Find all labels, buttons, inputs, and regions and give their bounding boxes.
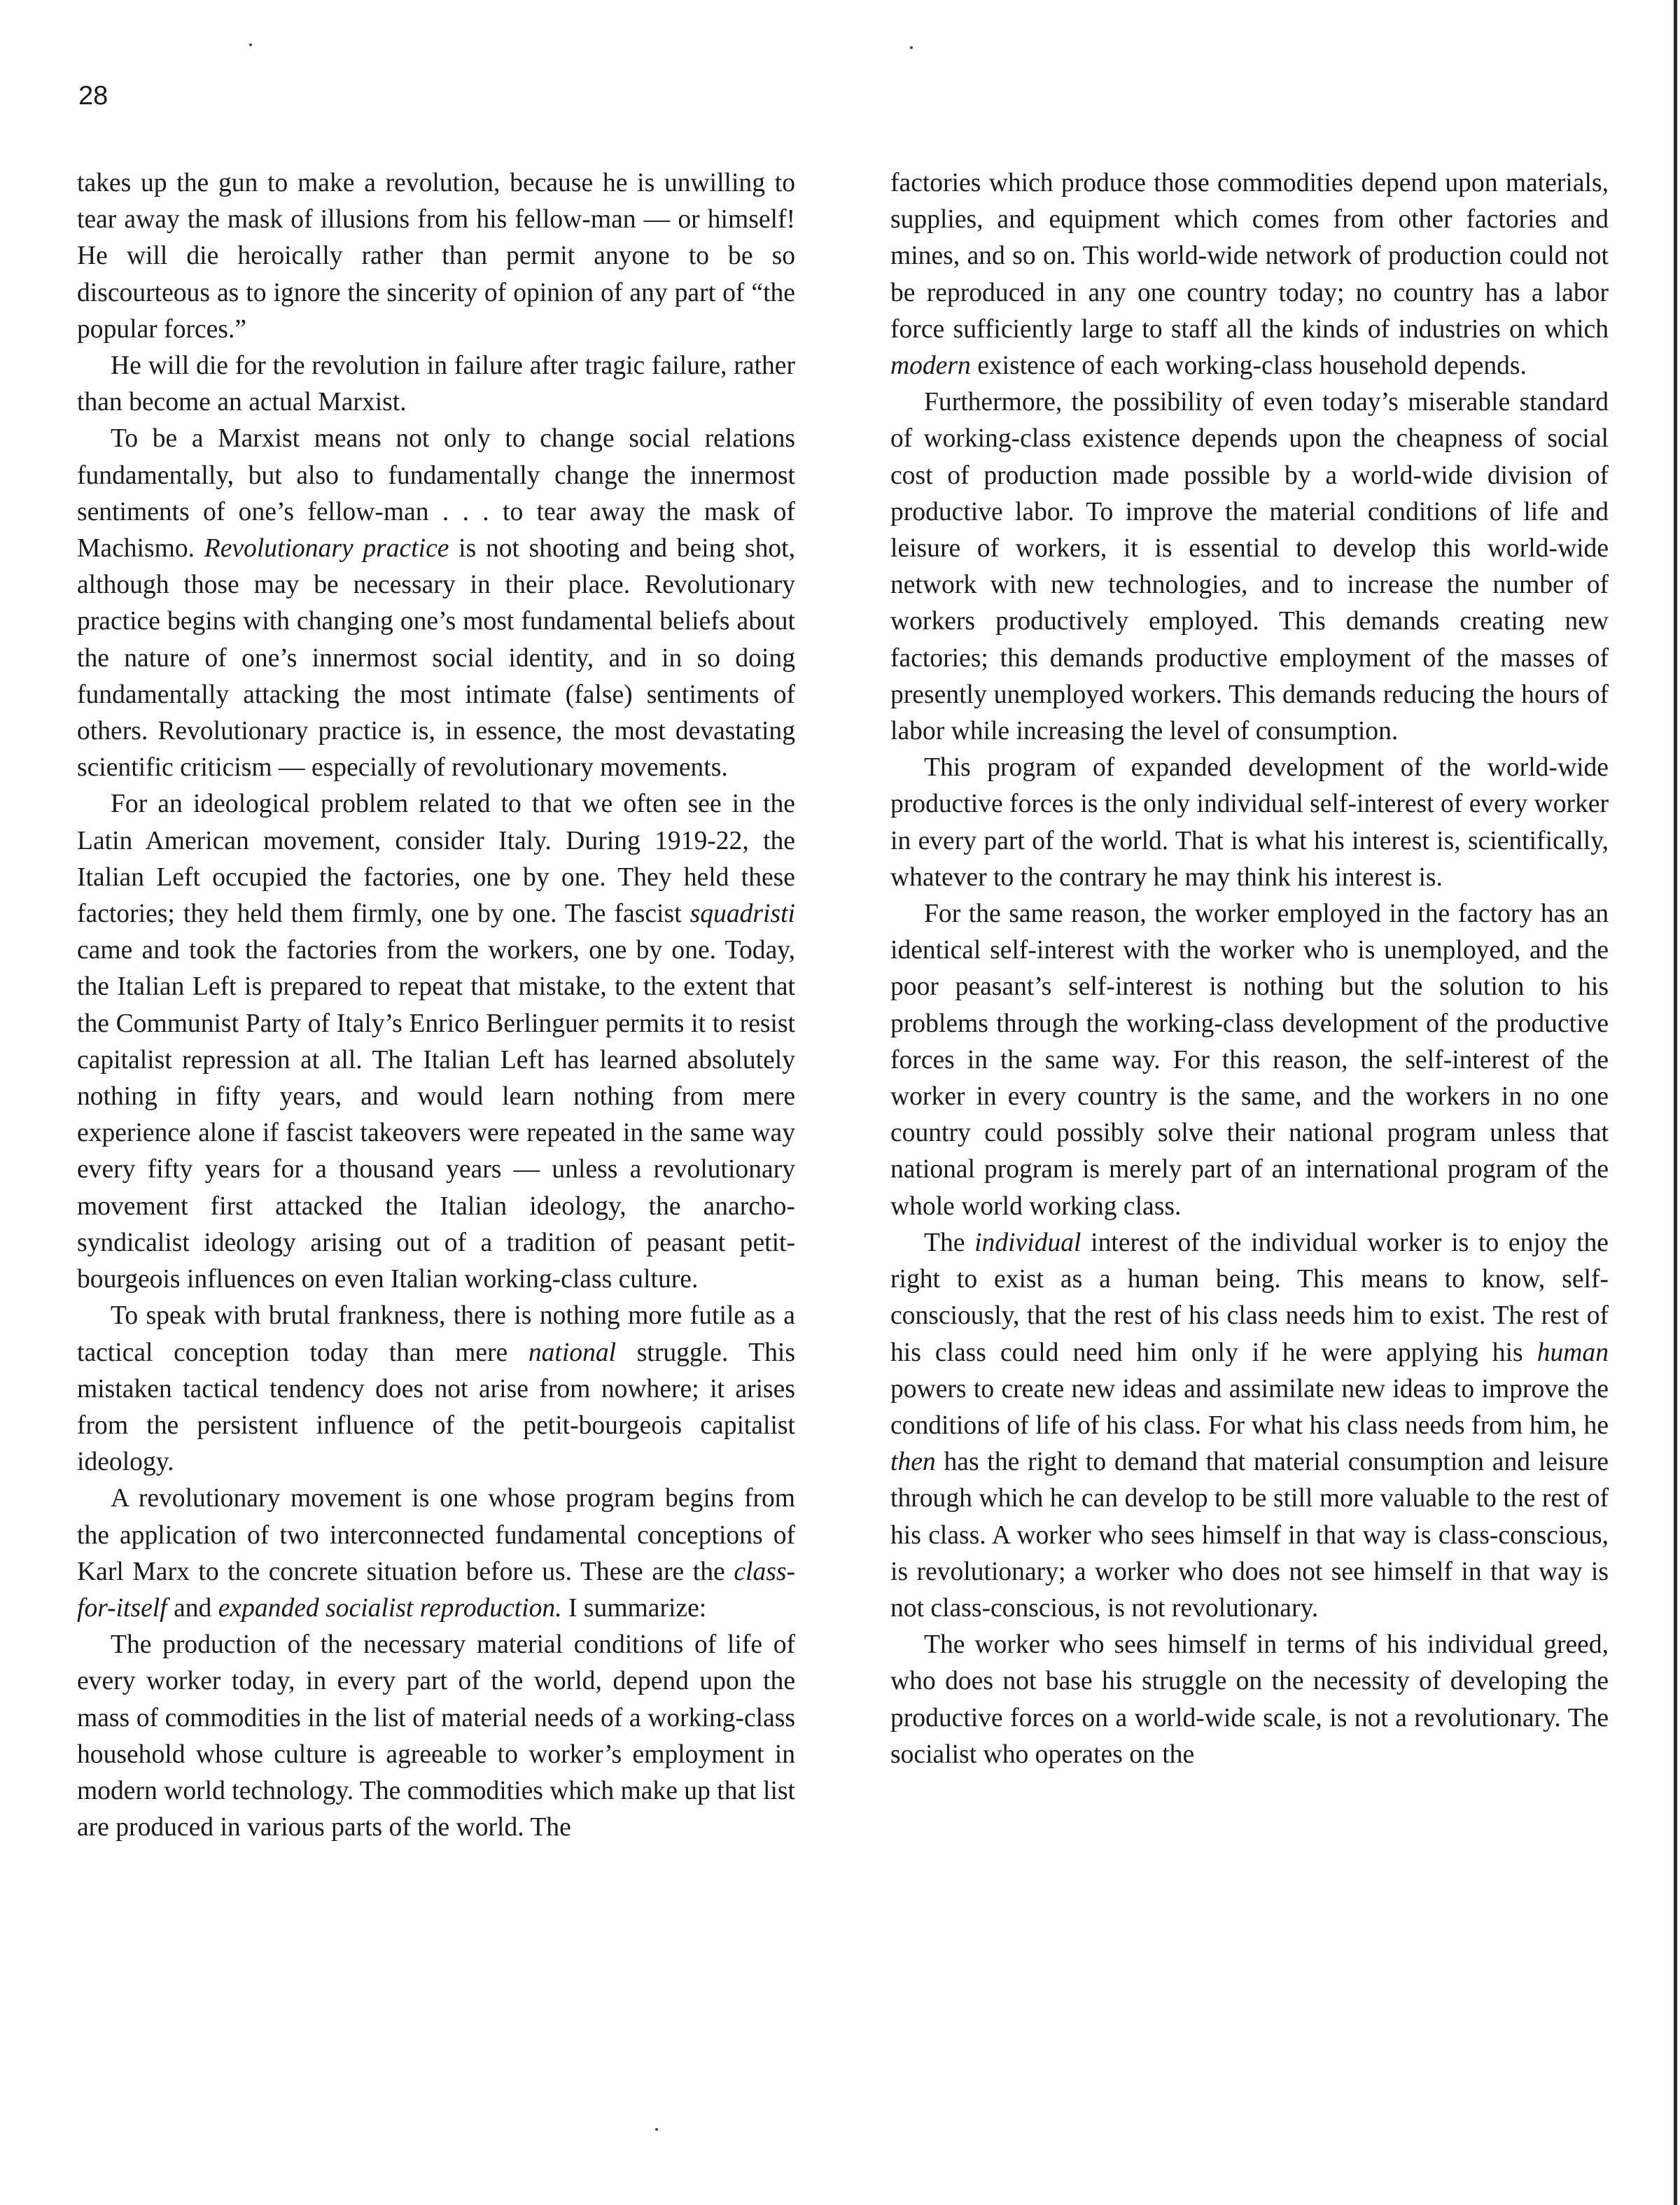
text-run: Furthermore, the possibility of even today’s miserable standard of working-class existence depends upon the cheapness of social cost of production made possible by a world-wide division of productive labor. To improve the material conditions of life and leisure of workers, it is essential to develop this world-wide network with new technologies, and to increase the number of workers productively employed. This demands creating new factories; this demands productive employment of the masses of presently unemployed workers. This demands reducing the hours of labor while increasing the level of consumption. [890, 388, 1609, 746]
text-run: This program of expanded development of the world-wide productive forces is the only individual self-interest of every worker in every part of the world. That is what his interest is, scientifically, whatever to the contrary he may think his interest is. [890, 753, 1609, 892]
paragraph [77, 1298, 795, 1480]
italic-text: individual [974, 1228, 1082, 1257]
text-run: existence of each working-class household depends. [970, 351, 1527, 381]
text-run: The production of the necessary material conditions of life of every worker today, in every part of the world, depend upon the mass of commodities in the list of material needs of a working-class household whose culture is agreeable to worker’s employment in modern world technology. The commodities which make up that list are produced in various parts of the world. The [77, 1630, 795, 1842]
text-run: For the same reason, the worker employed in the factory has an identical self-interest with the worker who is unemployed, and the poor peasant’s self-interest is nothing but the solution to his problems through the working-class development of the productive forces in the same way. For this reason, the self-interest of the worker in every country is the same, and the workers in no one country could possibly solve their national program unless that national program is merely part of an international program of the whole world working class. [890, 899, 1609, 1221]
text-run: struggle. This mistaken tactical tendency does not arise from nowhere; it arises from the persistent influence of the petit-bourgeois capitalist ideology. [77, 1338, 795, 1477]
paragraph [77, 1627, 795, 1846]
text-run: The worker who sees himself in terms of his individual greed, who does not base his struggle on the necessity of developing the productive forces on a world-wide scale, is not a revolutionary. The socialist who operates on the [890, 1630, 1609, 1769]
paragraph [77, 165, 795, 348]
scan-speck [655, 2128, 658, 2131]
text-run: A revolutionary movement is one whose program begins from the application of two interconnected fundamental conceptions of Karl Marx to the concrete situation before us. These are the [77, 1484, 795, 1586]
italic-text: squadristi [690, 899, 795, 929]
text-run: came and took the factories from the workers, one by one. Today, the Italian Left is prepared to repeat that mistake, to the extent that the Communist Party of Italy’s Enrico Berlinguer permits it to resist capitalist repression at all. The Italian Left has learned absolutely nothing in fifty years, and would learn nothing from mere experience alone if fascist takeovers were repeated in the same way every fifty years for a thousand years — unless a revolutionary movement first attacked the Italian ideology, the anarcho-syndicalist ideology arising out of a tradition of peasant petit-bourgeois influences on even Italian working-class culture. [77, 936, 795, 1294]
text-run: is not shooting and being shot, although those may be necessary in their place. Revolutionary practice begins with changing one’s most fundamental beliefs about the nature of one’s innermost social identity, and in so doing fundamentally attacking the most intimate (false) sentiments of others. Revolutionary practice is, in essence, the most devastating scientific criticism — especially of revolutionary movements. [77, 534, 796, 783]
paragraph [77, 1480, 795, 1627]
paragraph [890, 896, 1609, 1225]
text-run: To be a Marxist means not only to change social relations fundamentally, but also to fundamentally change the innermost sentiments of one’s fellow-man . . . to tear away the mask of Machismo. [77, 424, 795, 564]
right-column [890, 165, 1609, 1773]
italic-text: class-for-itself [77, 1557, 795, 1623]
paragraph [890, 1627, 1609, 1773]
scan-speck [910, 46, 913, 49]
paragraph [77, 786, 795, 1298]
paragraph [77, 421, 795, 786]
page-edge-shadow [1674, 0, 1677, 2205]
text-run: powers to create new ideas and assimilate new ideas to improve the conditions of life of his class. For what his class needs from him, he [890, 1374, 1609, 1440]
text-run: For an ideological problem related to that we often see in the Latin American movement, consider Italy. During 1919-22, the Italian Left occupied the factories, one by one. They held these factories; they held them firmly, one by one. The fascist [77, 790, 795, 929]
text-run: interest of the individual worker is to enjoy the right to exist as a human being. This means to know, self-consciously, that the rest of his class needs him to exist. The rest of his class could need him only if he were applying his [890, 1228, 1609, 1367]
italic-text: national [528, 1338, 617, 1367]
text-run: I summarize: [561, 1593, 707, 1623]
page-number: 28 [78, 81, 108, 111]
text-run: takes up the gun to make a revolution, because he is unwilling to tear away the mask of illusions from his fellow-man — or himself! He will die heroically rather than permit anyone to be so discourteous as to ignore the sincerity of opinion of any part of “the popular forces.” [77, 169, 795, 344]
text-run: has the right to demand that material consumption and leisure through which he can develop to be still more valuable to the rest of his class. A worker who sees himself in that way is class-conscious, is revolutionary; a worker who does not see himself in that way is not class-conscious, is not revolutionary. [890, 1448, 1609, 1623]
text-run: He will die for the revolution in failure after tragic failure, rather than become an actual Marxist. [77, 351, 795, 417]
paragraph [890, 1225, 1609, 1627]
scan-speck [249, 43, 252, 46]
paragraph [77, 348, 795, 421]
italic-text: human [1536, 1338, 1609, 1367]
text-run: and [167, 1593, 218, 1623]
paragraph [890, 165, 1609, 384]
text-run: factories which produce those commodities depend upon materials, supplies, and equipment which comes from other factories and mines, and so on. This world-wide network of production could not be reproduced in any one country today; no country has a labor force sufficiently large to staff all the kinds of industries on which [890, 169, 1609, 344]
left-column [77, 165, 795, 1846]
italic-text: expanded socialist reproduction. [218, 1593, 562, 1623]
paragraph [890, 750, 1609, 896]
italic-text: Revolutionary practice [204, 534, 449, 564]
italic-text: modern [890, 351, 971, 381]
text-run: To speak with brutal frankness, there is nothing more futile as a tactical conception today than mere [77, 1301, 795, 1367]
italic-text: then [890, 1448, 936, 1477]
paragraph [890, 384, 1609, 750]
text-run: The [924, 1228, 975, 1257]
